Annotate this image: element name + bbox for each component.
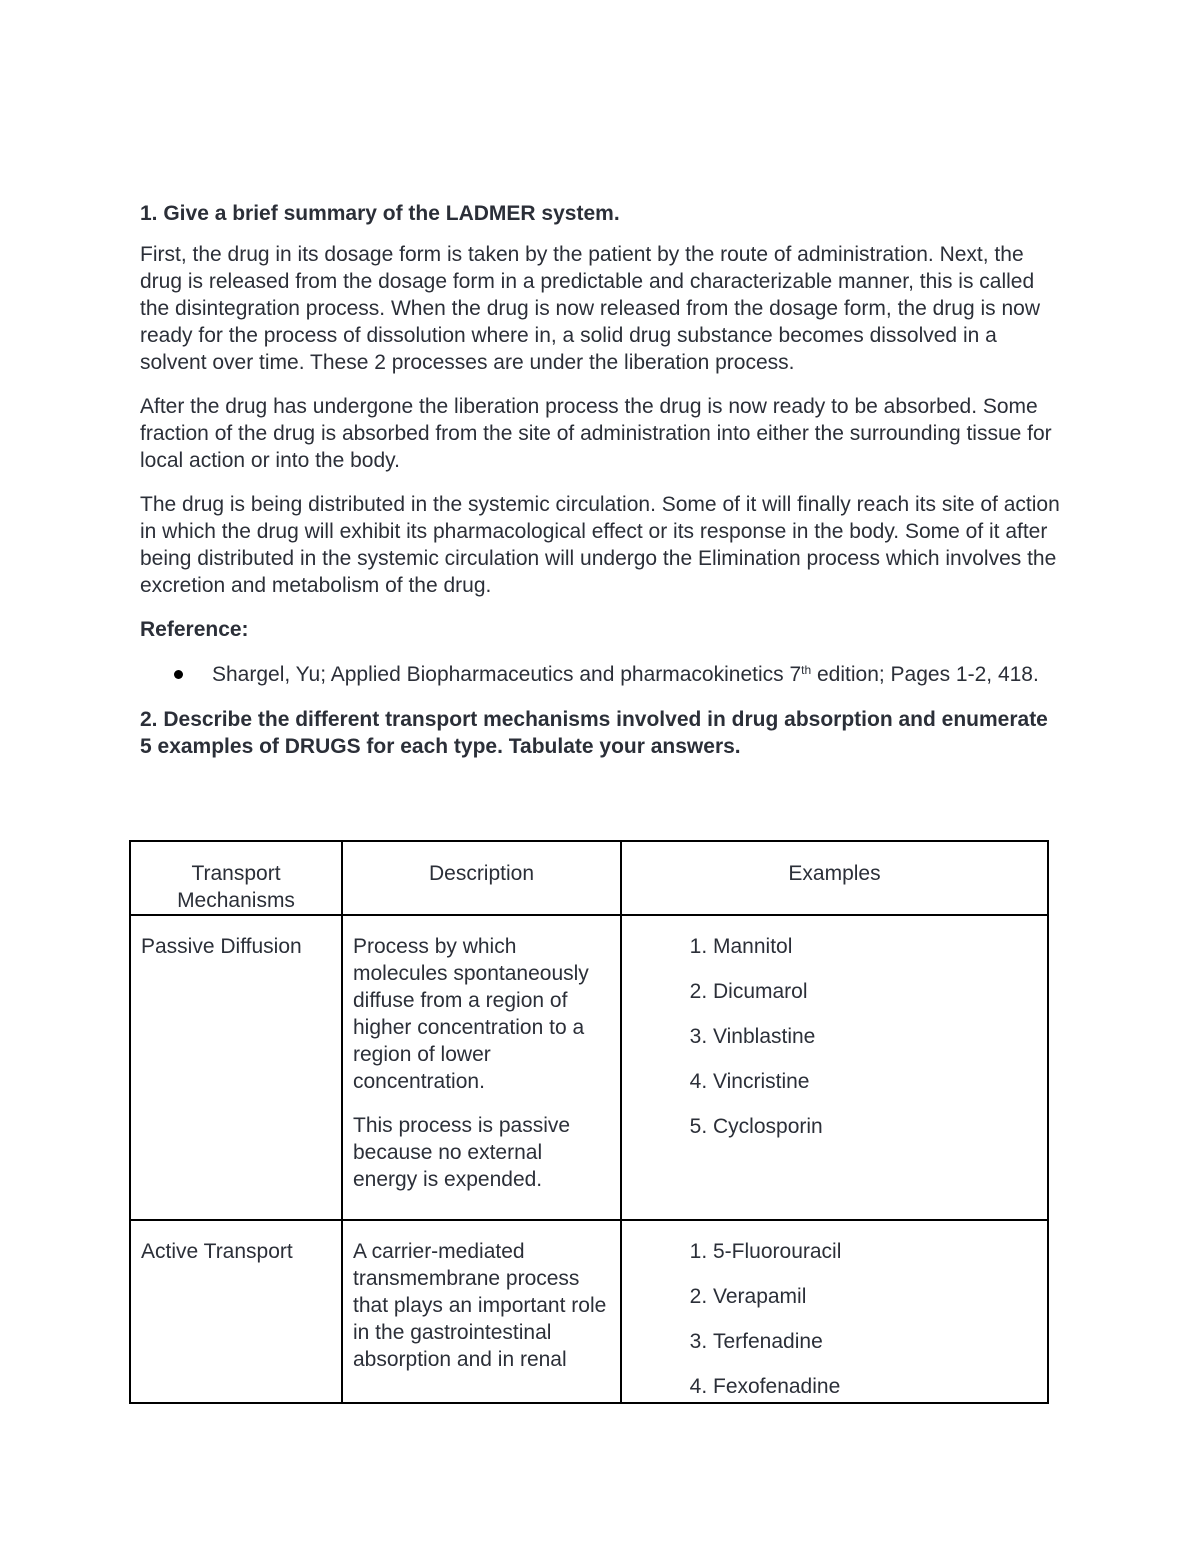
reference-item [212, 661, 1060, 688]
question-1-heading: 1. Give a brief summary of the LADMER system. [140, 202, 620, 225]
examples-list [632, 933, 1037, 1140]
table-header-row [130, 841, 1048, 915]
list-item: 1. Mannitol [713, 933, 1037, 960]
description-cell [342, 915, 621, 1220]
header-transport-mechanisms: Transport Mechanisms [130, 841, 342, 915]
paragraph-distribution: The drug is being distributed in the systemic circulation. Some of it will finally reach its site of action in which the drug will exhibit its pharmacological effect or its response in the body. Some of it after being distributed in the systemic circulation will undergo the Elimination process which involves the excretion and metabolism of the drug. [140, 493, 1060, 597]
list-item: 2. Dicumarol [713, 978, 1037, 1005]
bullet-icon [174, 670, 183, 679]
reference-superscript: th [801, 663, 812, 677]
list-item: 3. Vinblastine [713, 1023, 1037, 1050]
question-2-heading: 2. Describe the different transport mechanisms involved in drug absorption and enumerate 5 examples of DRUGS for each type. Tabulate your answers. [140, 708, 1048, 758]
list-item: 4. Vincristine [713, 1068, 1037, 1095]
table-row [130, 915, 1048, 1220]
mechanism-cell: Active Transport [130, 1220, 342, 1403]
list-item: 3. Terfenadine [713, 1328, 1037, 1355]
header-examples: Examples [621, 841, 1048, 915]
paragraph-absorption: After the drug has undergone the liberation process the drug is now ready to be absorbed. Some fraction of the drug is absorbed from the site of administration into either the surrounding tissue for local action or into the body. [140, 395, 1052, 472]
list-item: 1. 5-Fluorouracil [713, 1238, 1037, 1265]
reference-tail: edition; Pages 1-2, 418. [811, 663, 1039, 686]
paragraph-liberation: First, the drug in its dosage form is taken by the patient by the route of administration. Next, the drug is released from the dosage form in a predictable and characterizable manner, this is called the disintegration process. When the drug is now released from the dosage form, the drug is now ready for the process of dissolution where in, a solid drug substance becomes dissolved in a solvent over time. These 2 processes are under the liberation process. [140, 243, 1040, 374]
header-description: Description [342, 841, 621, 915]
list-item: 5. Cyclosporin [713, 1113, 1037, 1140]
transport-mechanisms-table [129, 840, 1049, 1404]
list-item: 4. Fexofenadine [713, 1373, 1037, 1400]
description-cell [342, 1220, 621, 1403]
mechanism-cell: Passive Diffusion [130, 915, 342, 1220]
reference-text: Shargel, Yu; Applied Biopharmaceutics and pharmacokinetics 7 [212, 663, 802, 686]
description-text: Process by which molecules spontaneously diffuse from a region of higher concentration to a region of lower concentration. [353, 935, 589, 1093]
list-item: 2. Verapamil [713, 1283, 1037, 1310]
reference-label: Reference: [140, 618, 249, 641]
examples-cell [621, 1220, 1048, 1403]
description-text: This process is passive because no external energy is expended. [353, 1114, 571, 1191]
examples-cell [621, 915, 1048, 1220]
description-text: A carrier-mediated transmembrane process that plays an important role in the gastrointestinal absorption and in renal [353, 1240, 607, 1371]
reference-list [140, 661, 1060, 688]
document-page [140, 200, 1060, 774]
table-row [130, 1220, 1048, 1403]
examples-list [632, 1238, 1037, 1400]
